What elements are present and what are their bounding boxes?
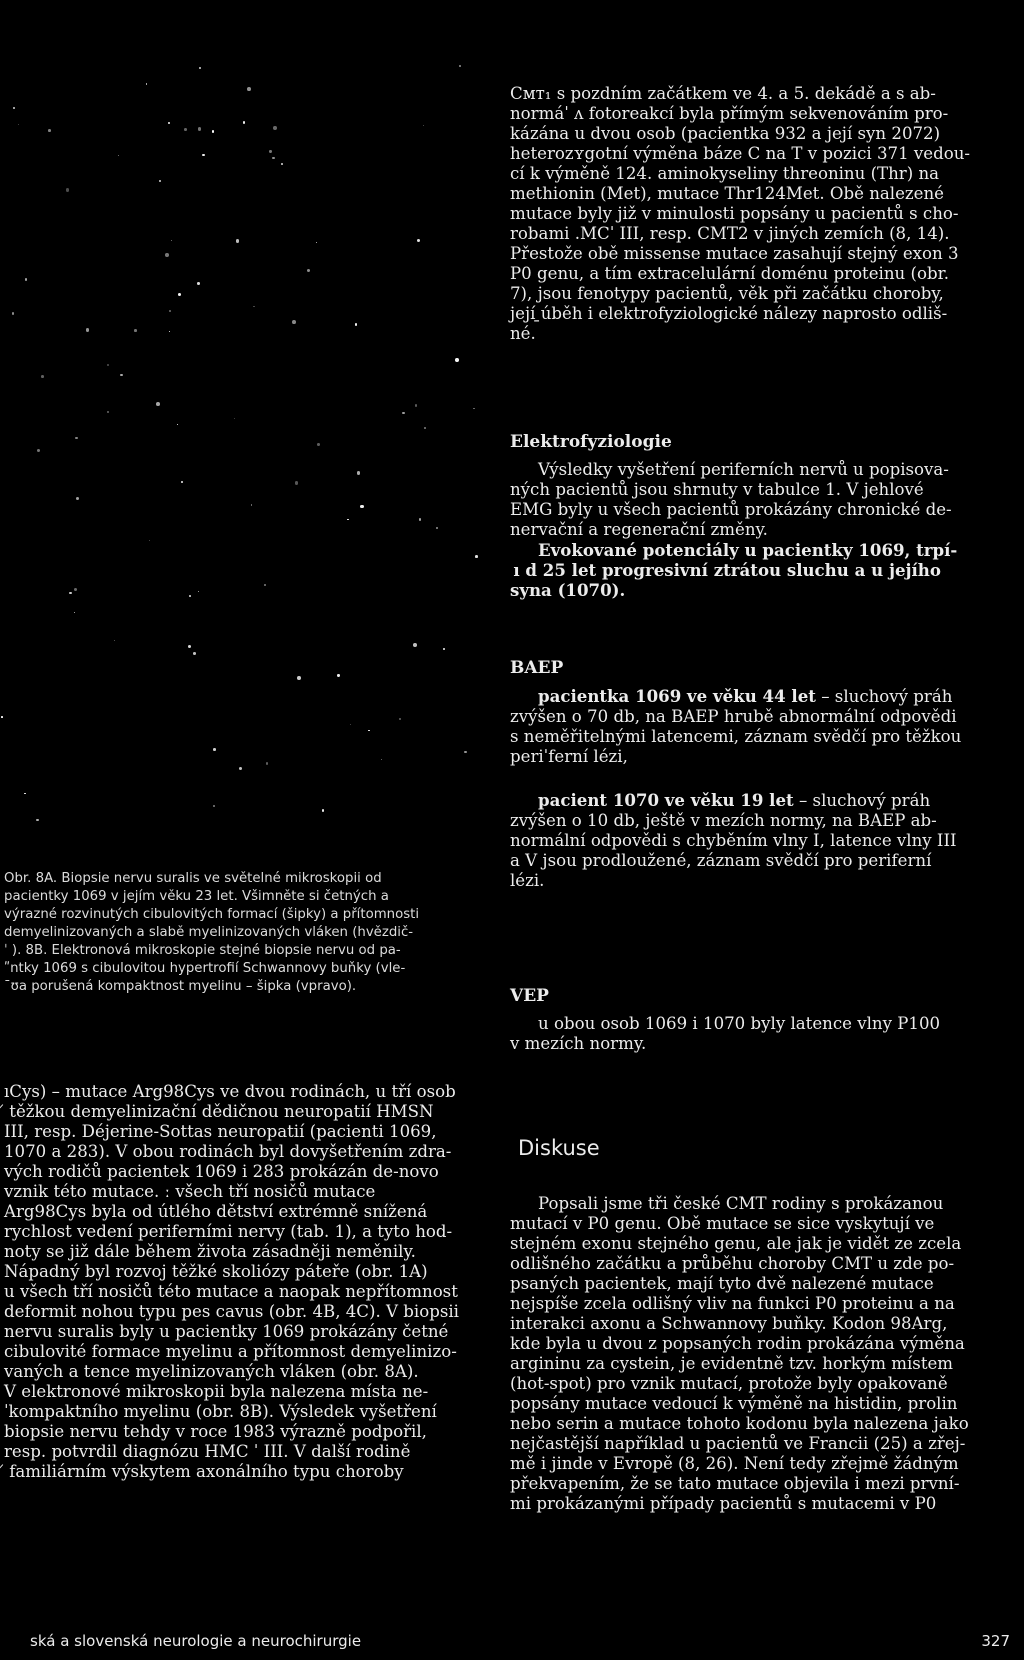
micrograph-speck [25, 278, 27, 280]
diskuse-line-14: překvapením, že se tato mutace objevila i mezi první- [510, 1474, 960, 1493]
micrograph-speck [402, 412, 404, 414]
micrograph-speck [464, 751, 466, 753]
micrograph-speck [243, 121, 245, 123]
mutation-line-3: heterozʏgotní výměna báze C na T v pozici 371 vedou- [510, 144, 970, 163]
micrograph-speck [193, 652, 196, 655]
micrograph-speck [415, 404, 417, 406]
vep-title: VEP [510, 986, 549, 1006]
micrograph-speck [419, 518, 421, 520]
micrograph-speck [149, 540, 150, 541]
micrograph-speck [212, 130, 215, 133]
micrograph-speck [355, 323, 357, 325]
diskuse-line-4: psaných pacientek, mají tyto dvě nalezené mutace [510, 1274, 934, 1293]
micrograph-speck [197, 282, 200, 285]
diskuse-line-9: (hot-spot) pro vznik mutací, protože byly opakovaně [510, 1374, 948, 1393]
micrograph-speck [169, 331, 170, 332]
page-number: 327 [981, 1632, 1010, 1650]
caption-line-2: výrazné rozvinutých cibulovitých formací (šipky) a přítomnosti [4, 907, 420, 922]
caption-line-3: demyelinizovaných a slabě myelinizovaných vláken (hvězdič- [4, 925, 414, 940]
micrograph-speck [36, 819, 38, 821]
micrograph-speck [156, 402, 160, 406]
left-line-18: resp. potvrdil diagnózu HMC ˈ III. V další rodině [4, 1442, 411, 1461]
elektro-line-3: nervační a regenerační změny. [510, 520, 768, 539]
left-line-0: ıCys) – mutace Arg98Cys ve dvou rodinách, u tří osob [4, 1082, 456, 1101]
baep-title: BAEP [510, 658, 564, 678]
micrograph-speck [178, 293, 181, 296]
mutation-line-5: methionin (Met), mutace Thr124Met. Obě nalezené [510, 184, 944, 203]
mutation-line-12: né. [510, 324, 536, 343]
left-line-14: vaných a tence myelinizovaných vláken (obr. 8A). [4, 1362, 419, 1381]
diskuse-line-0: Popsali jsme tři české CMT rodiny s prokázanou [538, 1194, 944, 1213]
micrograph-speck [48, 129, 51, 132]
micrograph-speck [347, 519, 348, 520]
micrograph-speck [281, 163, 283, 165]
micrograph-speck [41, 375, 44, 378]
left-line-17: biopsie nervu tehdy v roce 1983 výrazně podpořil, [4, 1422, 427, 1441]
micrograph-speck [455, 358, 459, 362]
left-line-2: III, resp. Déjerine-Sottas neuropatií (pacienti 1069, [4, 1122, 437, 1141]
baep-p2-line1: zvýšen o 10 db, ještě v mezích normy, na BAEP ab- [510, 811, 937, 830]
left-line-8: noty se již dále během života zásadněji neměnily. [4, 1242, 416, 1261]
micrograph-speck [350, 724, 351, 725]
micrograph-speck [475, 555, 478, 558]
mutation-paragraph [510, 84, 1010, 344]
micrograph-speck [107, 411, 108, 412]
elektro-line-1: ných pacientů jsou shrnuty v tabulce 1. V jehlové [510, 480, 924, 499]
micrograph-speck [184, 128, 187, 131]
left-line-12: nervu suralis byly u pacientky 1069 prokázány četné [4, 1322, 449, 1341]
micrograph-speck [12, 312, 15, 315]
micrograph-speck [473, 408, 475, 410]
left-line-1: ̸ těžkou demyelinizační dědičnou neuropatií HMSN [4, 1102, 434, 1121]
mutation-line-11: její ̱úběh i elektrofyziologické nálezy naprosto odliš- [510, 304, 948, 323]
mutation-line-6: mutace byly již v minulosti popsány u pacientů s cho- [510, 204, 959, 223]
micrograph-speck [360, 505, 364, 509]
micrograph-speck [443, 648, 445, 650]
journal-footer: ská a slovenská neurologie a neurochirurgie [30, 1632, 362, 1650]
micrograph-speck [118, 155, 119, 156]
micrograph-speck [159, 180, 162, 183]
caption-line-6: ˉʊa porušená kompaktnost myelinu – šipka (vpravo). [4, 979, 357, 994]
evokovane-paragraph [510, 540, 1010, 600]
left-line-19: ̸ familiárním výskytem axonálního typu choroby [4, 1462, 404, 1481]
diskuse-line-6: interakci axonu a Schwannovy buňky. Kodon 98Arg, [510, 1314, 948, 1333]
left-paragraph [4, 1082, 484, 1482]
evokovane-line-0: Evokované potenciály u pacientky 1069, trpí- [538, 540, 958, 560]
section-baep [510, 658, 1010, 678]
micrograph-speck [381, 759, 382, 760]
baep-p2-line2: normální odpovědi s chyběním vlny I, latence vlny III [510, 831, 957, 850]
micrograph-speck [213, 748, 216, 751]
diskuse-line-11: nebo serin a mutace tohoto kodonu byla nalezena jako [510, 1414, 969, 1433]
vep-paragraph [510, 1014, 1010, 1054]
micrograph-speck [107, 364, 109, 366]
left-line-7: rychlost vedení periferními nervy (tab. 1), a tyto hod- [4, 1222, 453, 1241]
figure-caption [4, 870, 484, 996]
diskuse-line-5: nejspíše zcela odlišný vliv na funkci P0 proteinu a na [510, 1294, 955, 1313]
micrograph-speck [417, 239, 420, 242]
caption-line-1: pacientky 1069 v jejím věku 23 let. Všimněte si četných a [4, 889, 389, 904]
mutation-line-4: cí k výměně 124. aminokyseliny threoninu (Thr) na [510, 164, 940, 183]
left-line-4: vých rodičů pacientek 1069 i 283 prokázán de-novo [4, 1162, 439, 1181]
micrograph-speck [165, 253, 169, 257]
baep-paragraph-2 [510, 790, 1010, 891]
micrograph-speck [295, 481, 298, 484]
micrograph-speck [272, 157, 275, 160]
left-line-13: cibulovité formace myelinu a přítomnost demyelinizo- [4, 1342, 457, 1361]
micrograph-speck [213, 805, 214, 806]
left-line-10: u všech tří nosičů této mutace a naopak nepřítomnost [4, 1282, 458, 1301]
micrograph-speck [168, 122, 170, 124]
micrograph-speck [307, 269, 310, 272]
micrograph-speck [413, 643, 417, 647]
micrograph-speck [76, 497, 79, 500]
mutation-line-10: 7), jsou fenotypy pacientů, věk při začátku choroby, [510, 284, 944, 303]
micrograph-figure-8 [0, 60, 490, 850]
micrograph-speck [198, 127, 201, 130]
micrograph-speck [247, 87, 251, 91]
micrograph-speck [188, 645, 191, 648]
evokovane-line-1: ı d 25 let progresivní ztrátou sluchu a u jejího [510, 560, 941, 580]
micrograph-speck [234, 418, 235, 419]
mutation-line-8: Přestože obě missense mutace zasahují stejný exon 3 [510, 244, 959, 263]
micrograph-speck [423, 125, 424, 126]
mutation-line-7: robami .MCˈ III, resp. CMT2 v jiných zemích (8, 14). [510, 224, 950, 243]
micrograph-speck [18, 124, 20, 126]
section-vep [510, 986, 1010, 1006]
micrograph-speck [253, 306, 255, 308]
elektrofyziologie-title: Elektrofyziologie [510, 432, 672, 452]
diskuse-line-7: kde byla u dvou z popsaných rodin prokázána výměna [510, 1334, 965, 1353]
mutation-line-2: kázána u dvou osob (pacientka 932 a její syn 2072) [510, 124, 941, 143]
baep-paragraph-1 [510, 686, 1010, 767]
micrograph-speck [74, 612, 75, 613]
baep-p2-line3: a V jsou prodloužené, záznam svědčí pro periferní [510, 851, 932, 870]
diskuse-line-12: nejčastější například u pacientů ve Francii (25) a zřej- [510, 1434, 966, 1453]
micrograph-speck [357, 471, 360, 474]
left-line-5: vznik této mutace. ː všech tří nosičů mutace [4, 1182, 376, 1201]
left-line-11: deformit nohou typu pes cavus (obr. 4B, 4C). V biopsii [4, 1302, 459, 1321]
micrograph-speck [171, 240, 172, 241]
micrograph-speck [316, 242, 318, 244]
micrograph-speck [189, 595, 191, 597]
micrograph-speck [169, 310, 171, 312]
left-line-16: ˈkompaktního myelinu (obr. 8B). Výsledek vyšetření [4, 1402, 437, 1421]
elektro-paragraph [510, 460, 1010, 540]
micrograph-speck [436, 527, 438, 529]
micrograph-speck [37, 449, 40, 452]
baep-p2-line0: – sluchový práh [798, 791, 931, 810]
micrograph-speck [239, 767, 242, 770]
micrograph-speck [322, 809, 324, 811]
mutation-line-9: P0 genu, a tím extracelulární doménu proteinu (obr. [510, 264, 949, 283]
caption-line-5: ʺntky 1069 s cibulovitou hypertrofií Schwannovy buňky (vle- [4, 961, 406, 976]
micrograph-speck [368, 730, 370, 732]
vep-line0: u obou osob 1069 i 1070 byly latence vlny P100 [538, 1014, 941, 1033]
micrograph-speck [114, 640, 116, 642]
evokovane-line-2: syna (1070). [510, 580, 626, 600]
diskuse-title: Diskuse [518, 1136, 600, 1160]
diskuse-line-1: mutací v P0 genu. Obě mutace se sice vyskytují ve [510, 1214, 935, 1233]
micrograph-speck [181, 481, 183, 483]
diskuse-line-13: mě i jinde v Evropě (8, 26). Není tedy zřejmě žádným [510, 1454, 959, 1473]
baep-p2-bold: pacient 1070 ve věku 19 let [538, 790, 794, 810]
baep-p2-line4: lézi. [510, 871, 545, 890]
left-line-15: V elektronové mikroskopii byla nalezena místa ne- [4, 1382, 429, 1401]
micrograph-speck [273, 126, 277, 130]
micrograph-speck [120, 374, 122, 376]
mutation-line-0: Cᴍᴛ₁ s pozdním začátkem ve 4. a 5. dekádě a s ab- [510, 84, 936, 103]
micrograph-speck [337, 674, 339, 676]
micrograph-speck [146, 83, 148, 85]
baep-p1-line0: – sluchový práh [821, 687, 953, 706]
micrograph-speck [424, 427, 426, 429]
micrograph-speck [198, 591, 199, 592]
caption-line-4: ˈ ). 8B. Elektronová mikroskopie stejné biopsie nervu od pa- [4, 943, 401, 958]
micrograph-speck [13, 107, 15, 109]
vep-line1: v mezích normy. [510, 1034, 647, 1053]
elektro-line-0: Výsledky vyšetření periferních nervů u popisova- [538, 460, 949, 479]
micrograph-speck [86, 328, 89, 331]
micrograph-speck [251, 504, 253, 506]
diskuse-line-3: odlišného začátku a průběhu choroby CMT u zde po- [510, 1254, 955, 1273]
left-line-9: Nápadný byl rozvoj těžké skoliózy páteře (obr. 1A) [4, 1262, 428, 1281]
baep-p1-line3: periˈferní lézi, [510, 747, 628, 766]
baep-p1-line1: zvýšen o 70 db, na BAEP hrubě abnormální odpovědi [510, 707, 957, 726]
diskuse-paragraph [510, 1194, 1010, 1514]
micrograph-speck [269, 150, 271, 152]
micrograph-speck [24, 793, 26, 795]
micrograph-speck [177, 424, 178, 425]
elektro-line-2: EMG byly u všech pacientů prokázány chronické de- [510, 500, 952, 519]
diskuse-line-8: argininu za cystein, je evidentně tzv. horkým místem [510, 1354, 954, 1373]
micrograph-speck [1, 716, 3, 718]
micrograph-speck [66, 188, 69, 191]
micrograph-speck [292, 320, 296, 324]
micrograph-speck [75, 437, 77, 439]
left-line-3: 1070 a 283). V obou rodinách byl dovyšetřením zdra- [4, 1142, 452, 1161]
micrograph-speck [74, 588, 77, 591]
micrograph-speck [459, 65, 461, 67]
diskuse-line-2: stejném exonu stejného genu, ale jak je vidět ze zcela [510, 1234, 962, 1253]
micrograph-speck [317, 443, 320, 446]
micrograph-speck [199, 67, 201, 69]
baep-p1-line2: s neměřitelnými latencemi, záznam svědčí pro těžkou [510, 727, 962, 746]
section-elektrofyziologie [510, 432, 1010, 452]
baep-p1-bold: pacientka 1069 ve věku 44 let [538, 686, 816, 706]
diskuse-line-15: mi prokázanými případy pacientů s mutacemi v P0 [510, 1494, 937, 1513]
caption-line-0: Obr. 8A. Biopsie nervu suralis ve světelné mikroskopii od [4, 871, 382, 886]
micrograph-speck [236, 239, 239, 242]
left-line-6: Arg98Cys byla od útlého dětství extrémně snížená [4, 1202, 428, 1221]
micrograph-speck [266, 762, 268, 764]
micrograph-speck [134, 329, 137, 332]
mutation-line-1: normáˈ ʌ fotoreakcí byla přímým sekvenováním pro- [510, 104, 949, 123]
micrograph-speck [69, 592, 72, 595]
micrograph-speck [297, 676, 301, 680]
diskuse-line-10: popsány mutace vedoucí k výměně na histidin, prolin [510, 1394, 958, 1413]
micrograph-speck [264, 584, 266, 586]
micrograph-speck [399, 718, 402, 721]
micrograph-speck [202, 154, 205, 157]
